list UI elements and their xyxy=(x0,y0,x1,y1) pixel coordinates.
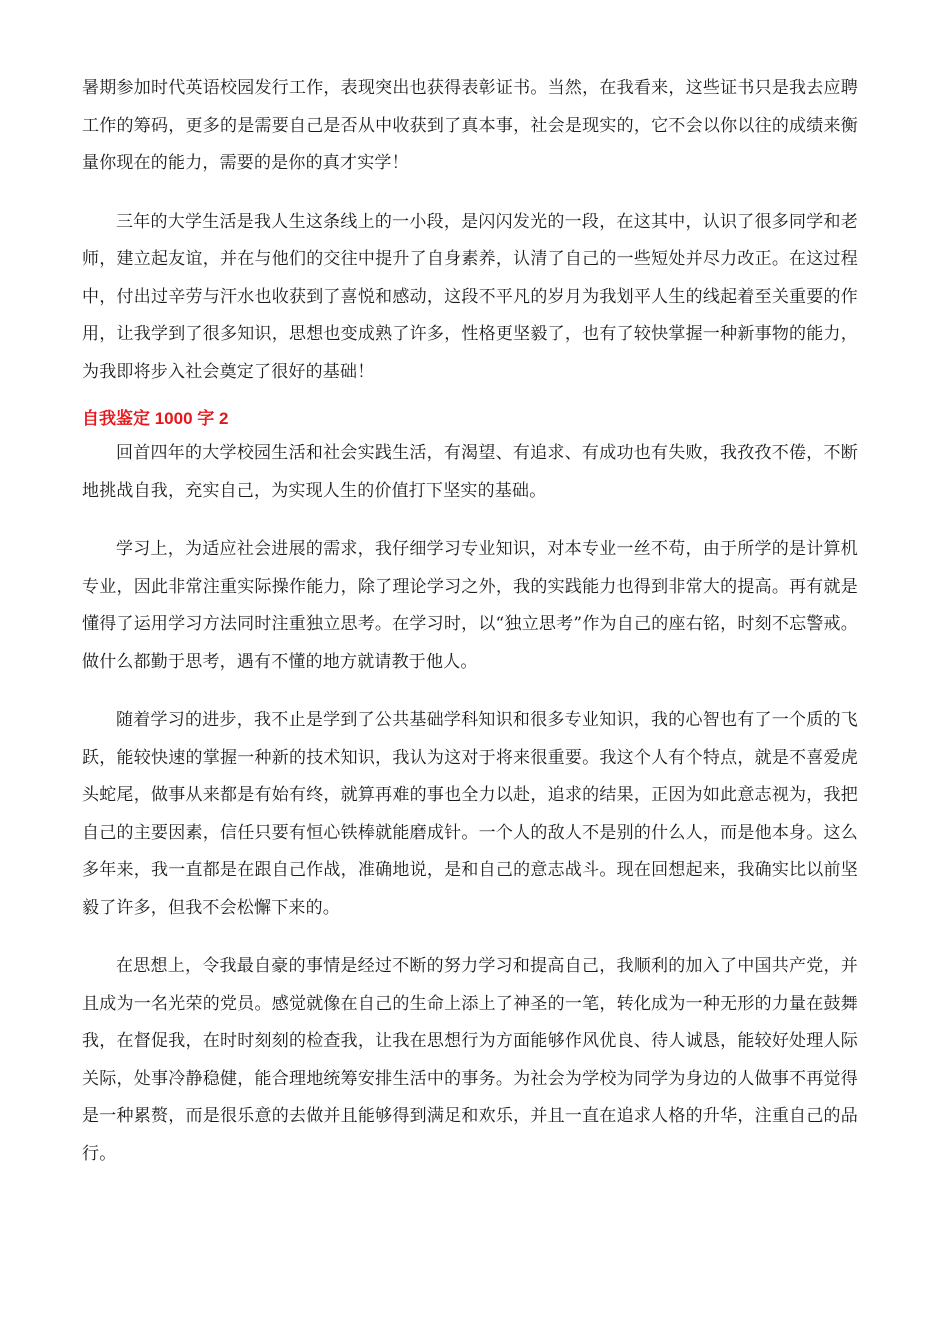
paragraph-university-life: 三年的大学生活是我人生这条线上的一小段，是闪闪发光的一段，在这其中，认识了很多同学和老师，建立起友谊，并在与他们的交往中提升了自身素养，认清了自己的一些短处并尽力改正。在这过程中，付出过辛劳与汗水也收获到了喜悦和感动，这段不平凡的岁月为我划平人生的线起着至关重要的作用，让我学到了很多知识，思想也变成熟了许多，性格更坚毅了，也有了较快掌握一种新事物的能力，为我即将步入社会奠定了很好的基础！ xyxy=(82,211,858,382)
document-body xyxy=(82,70,858,1173)
paragraph-progress: 随着学习的进步，我不止是学到了公共基础学科知识和很多专业知识，我的心智也有了一个质的飞跃，能较快速的掌握一种新的技术知识，我认为这对于将来很重要。我这个人有个特点，就是不喜爱虎头蛇尾，做事从来都是有始有终，就算再难的事也全力以赴，追求的结果，正因为如此意志视为，我把自己的主要因素，信任只要有恒心铁棒就能磨成针。一个人的敌人不是别的什么人，而是他本身。这么多年来，我一直都是在跟自己作战，准确地说，是和自己的意志战斗。现在回想起来，我确实比以前坚毅了许多，但我不会松懈下来的。 xyxy=(82,710,858,918)
paragraph-review: 回首四年的大学校园生活和社会实践生活，有渴望、有追求、有成功也有失败，我孜孜不倦，不断地挑战自我，充实自己，为实现人生的价值打下坚实的基础。 xyxy=(82,443,858,501)
paragraph-continued: 暑期参加时代英语校园发行工作，表现突出也获得表彰证书。当然，在我看来，这些证书只是我去应聘工作的筹码，更多的是需要自己是否从中收获到了真本事，社会是现实的，它不会以你以往的成绩来衡量你现在的能力，需要的是你的真才实学！ xyxy=(82,78,858,173)
paragraph-study: 学习上，为适应社会进展的需求，我仔细学习专业知识，对本专业一丝不苟，由于所学的是计算机专业，因此非常注重实际操作能力，除了理论学习之外，我的实践能力也得到非常大的提高。再有就是懂得了运用学习方法同时注重独立思考。在学习时，以“独立思考”作为自己的座右铭，时刻不忘警戒。做什么都勤于思考，遇有不懂的地方就请教于他人。 xyxy=(82,539,858,672)
section-heading: 自我鉴定 1000 字 2 xyxy=(82,409,229,428)
paragraph-ideology: 在思想上，令我最自豪的事情是经过不断的努力学习和提高自己，我顺利的加入了中国共产党，并且成为一名光荣的党员。感觉就像在自己的生命上添上了神圣的一笔，转化成为一种无形的力量在鼓舞我，在督促我，在时时刻刻的检查我，让我在思想行为方面能够作风优良、待人诚恳，能较好处理人际关际，处事冷静稳健，能合理地统筹安排生活中的事务。为社会为学校为同学为身边的人做事不再觉得是一种累赘，而是很乐意的去做并且能够得到满足和欢乐，并且一直在追求人格的升华，注重自己的品行。 xyxy=(82,956,858,1164)
